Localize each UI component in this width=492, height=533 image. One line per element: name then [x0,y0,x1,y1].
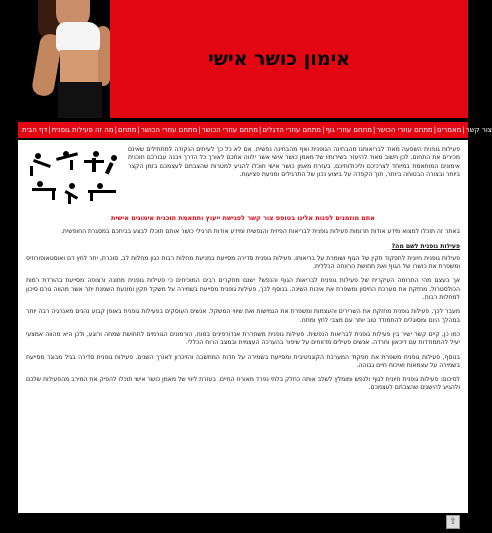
contact-banner[interactable]: אתם מוזמנים לפנות אלינו בטופס צור קשר לפגישת ייעוץ ותתאמת תוכנית אימונים אישית [111,214,375,222]
nav-item-about[interactable]: מה זה פעילות גופנית [51,126,114,134]
scroll-top-button[interactable] [446,515,460,529]
site-title: אימון כושר אישי [207,48,350,70]
nav-item-body[interactable]: מתחם עוזרי גוף [325,126,372,134]
nav-item-contact[interactable]: צור קשר [465,126,492,134]
nav-item-helpers-3[interactable]: מתחם עוזרי הכושר [376,126,433,134]
nav-item-home[interactable]: דף הבית [22,126,48,134]
fitness-woman-photo [18,0,110,118]
intro-paragraph: פעילות גופנית השפעה מאוד לבריאותנו מהבחינה הגופנית ואף מהבחינה נפשית. אם לא כל כך לעיתים הנקודה למתחילים שאינם מכירים את התחום. לכן חשוב מאוד להיעזר בשירותיו של מאמן כושר אישי אשר ילווה אתכם לאורך כל הדרך ויבנה עבורכם תוכנית אימונים המותאמת במיוחד לצרכיכם וליכולותיכם. בעזרת מאמן כושר אישי תוכלו להגיע למטרות שהצבתם לעצמכם בזמן הקצר ביותר ובצורה הבטוחה ביותר, תוך הקפדה על ביצוע נכון של התרגילים ומניעת פציעות. [128,146,460,178]
nav-item-complex[interactable]: מתחם [117,126,137,134]
paragraph-3: מעבר לכך, פעילות גופנית מחזקת את השרירים והעצמות ומשפרת את הגמישות ואת שיווי המשקל. אנשים העוסקים בפעילות גופנית באופן קבוע נהנים מאנרגיה רבה יותר במהלך היום ומסוגלים להתמודד טוב יותר עם מצבי לחץ ומתח. [26,308,460,324]
header-banner [18,0,468,118]
paragraph-4: כמו כן, קיים קשר ישיר בין פעילות גופנית לבריאות הנפשית. פעילות גופנית משחררת אנדורפינים במוח, הורמונים הגורמים לתחושת שמחה ורוגע, ולכן היא מהווה אמצעי יעיל להתמודדות עם דיכאון וחרדה. אנשים פעילים מדווחים על שיפור בהערכה העצמית ובמצב הרוח הכללי. [26,330,460,347]
paragraph-1: פעילות גופנית חיונית לתפקוד תקין של הגוף ושומרת על בריאותו. פעילות גופנית סדירה מסייעת במניעת מחלות רבות כגון מחלות לב, סוכרת, יתר לחץ דם ואוסטאופורוזיס ומשפרת את כושרו של הגוף ואת תחושת הרווחה הכללית. [26,254,460,271]
nav-item-helpers-2[interactable]: מתחם עוזרי הכושר [201,126,258,134]
lead-paragraph: באתר זה תוכלו למצוא מידע אודות תרומות פעילות גופנית לבריאות הפיזית והנפשית ומידע אודות תרגילי כושר אותם תוכלו לבצע בביתכם במסגרת החופשית. [61,228,460,236]
main-nav: דף הבית | מה זה פעילות גופנית | מתחם | מתחם עוזרי הכושר | מתחם עוזרי הכושר | מתחם עוזרי הדגלים | מתחם עוזרי גוף | מתחם עוזרי הכושר | מאמרים | צור קשר [18,122,468,138]
nav-item-flags[interactable]: מתחם עוזרי הדגלים [262,126,322,134]
paragraph-5: בנוסף, פעילות גופנית משפרת את תפקוד המערכת הקוגניטיבית ומסייעת בשמירה על חדות המחשבה והזיכרון לאורך השנים. פעילות גופנית סדירה בגיל מבוגר מסייעת בשמירה על עצמאות ואיכות חיים גבוהה. [26,353,460,369]
intro-section [26,146,460,206]
exercise-figures-icon [26,146,122,206]
section-heading: פעילות גופנית לשם מה? [391,242,460,250]
arrow-up-icon: ⇧ [449,517,457,527]
paragraph-6: לסיכום: פעילות גופנית חיונית לגוף ולנפש ומומלץ לשלב אותה כחלק בלתי נפרד מאורח החיים. בעזרת ליווי של מאמן כושר אישי תוכלו להפיק את המירב מהפעילות שלכם ולהגיע להישגים שהצבתם לעצמכם. [26,376,460,392]
nav-item-articles[interactable]: מאמרים [437,126,462,134]
nav-item-helpers-1[interactable]: מתחם עוזרי הכושר [140,126,198,134]
main-content [18,140,468,513]
paragraph-2: אך בעצם מהי התרומה העיקרית של פעילות גופנית לבריאות הגוף והנפש? ישנם מחקרים רבים המוכיחים כי פעילות גופנית מתונה ורצופה מסייעת בהורדת רמות הכולסטרול, מחזקת את מערכת החיסון ומשפרת את איכות השינה. בנוסף לכך, פעילות גופנית מסייעת בשמירה על משקל תקין ומונעת השמנת יתר אשר מהווה גורם סיכון למחלות רבות. [26,277,460,302]
